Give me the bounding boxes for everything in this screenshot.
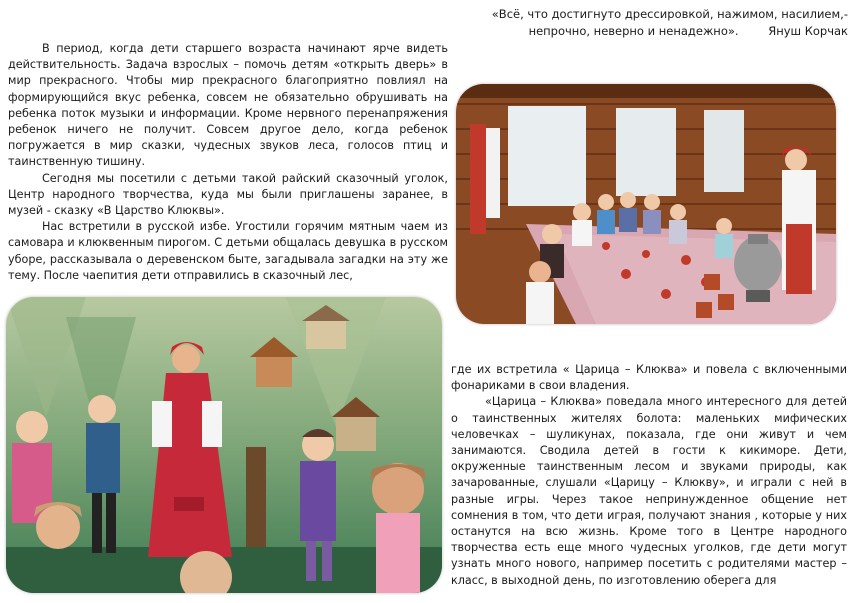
paragraph-izba: Нас встретили в русской избе. Угостили горячим мятным чаем из самовара и клюквенным пирогом. С детьми общалась девушка в русском уборе, рассказывала о деревенском быте, загадывала загадки на эту же тему. После чаепития дети отправились в сказочный лес, [8, 220, 448, 282]
epigraph-line-2 [428, 23, 848, 40]
text-column-left [8, 41, 448, 284]
paragraph-intro: В период, когда дети старшего возраста начинают ярче видеть действительность. Задача взрослых – помочь детям «открыть дверь» в мир прекрасного. Чтобы мир прекрасного благоприятно повлиял на формирующийся вкус ребенка, совсем не обязательно обрушивать на ребенка поток музыки и информации. Кроме нервного перенапряжения ребенок ничего не получит. Совсем другое дело, когда ребенок погружается в мир сказки, чудесных звуков леса, голосов птиц и таинственную тишину. [8, 42, 448, 169]
text-column-right [451, 362, 847, 589]
epigraph [428, 6, 848, 40]
paragraph-visit: Сегодня мы посетили с детьми такой райский сказочный уголок, Центр народного творчества, куда мы были приглашены заранее, в музей - сказку «В Царство Клюквы». [8, 171, 448, 218]
epigraph-line-1: «Всё, что достигнуто дрессировкой, нажимом, насилием,- [491, 7, 848, 21]
epigraph-author: Януш Корчак [768, 24, 848, 38]
photo-tea-party [456, 84, 836, 324]
paragraph-tsaritsa-intro: где их встретила « Царица – Клюква» и повела с включенными фонариками в свои владения. [451, 363, 847, 393]
epigraph-quote-end: непрочно, неверно и ненадежно». [528, 24, 739, 38]
photo-fairy-forest [6, 297, 442, 593]
paragraph-tsaritsa-story: «Царица – Клюква» поведала много интересного для детей о таинственных жителях болота: маленьких мифических человечках – шуликунах, показала, где они живут и чем занимаются. Сводила детей в гости к кикиморе. Дети, окруженные таинственным лесом и звуками природы, как зачарованные, слушали «Царицу – Клюкву», и играли с ней в разные игры. Через такое непринужденное общение нет сомнения в том, что дети играя, получают знания , которые у них останутся на всю жизнь. Кроме того в Центре народного творчества есть еще много чудесных уголков, где дети могут узнать много нового, например посетить с родителями мастер – класс, в выходной день, по изготовлению оберега для [451, 395, 847, 587]
